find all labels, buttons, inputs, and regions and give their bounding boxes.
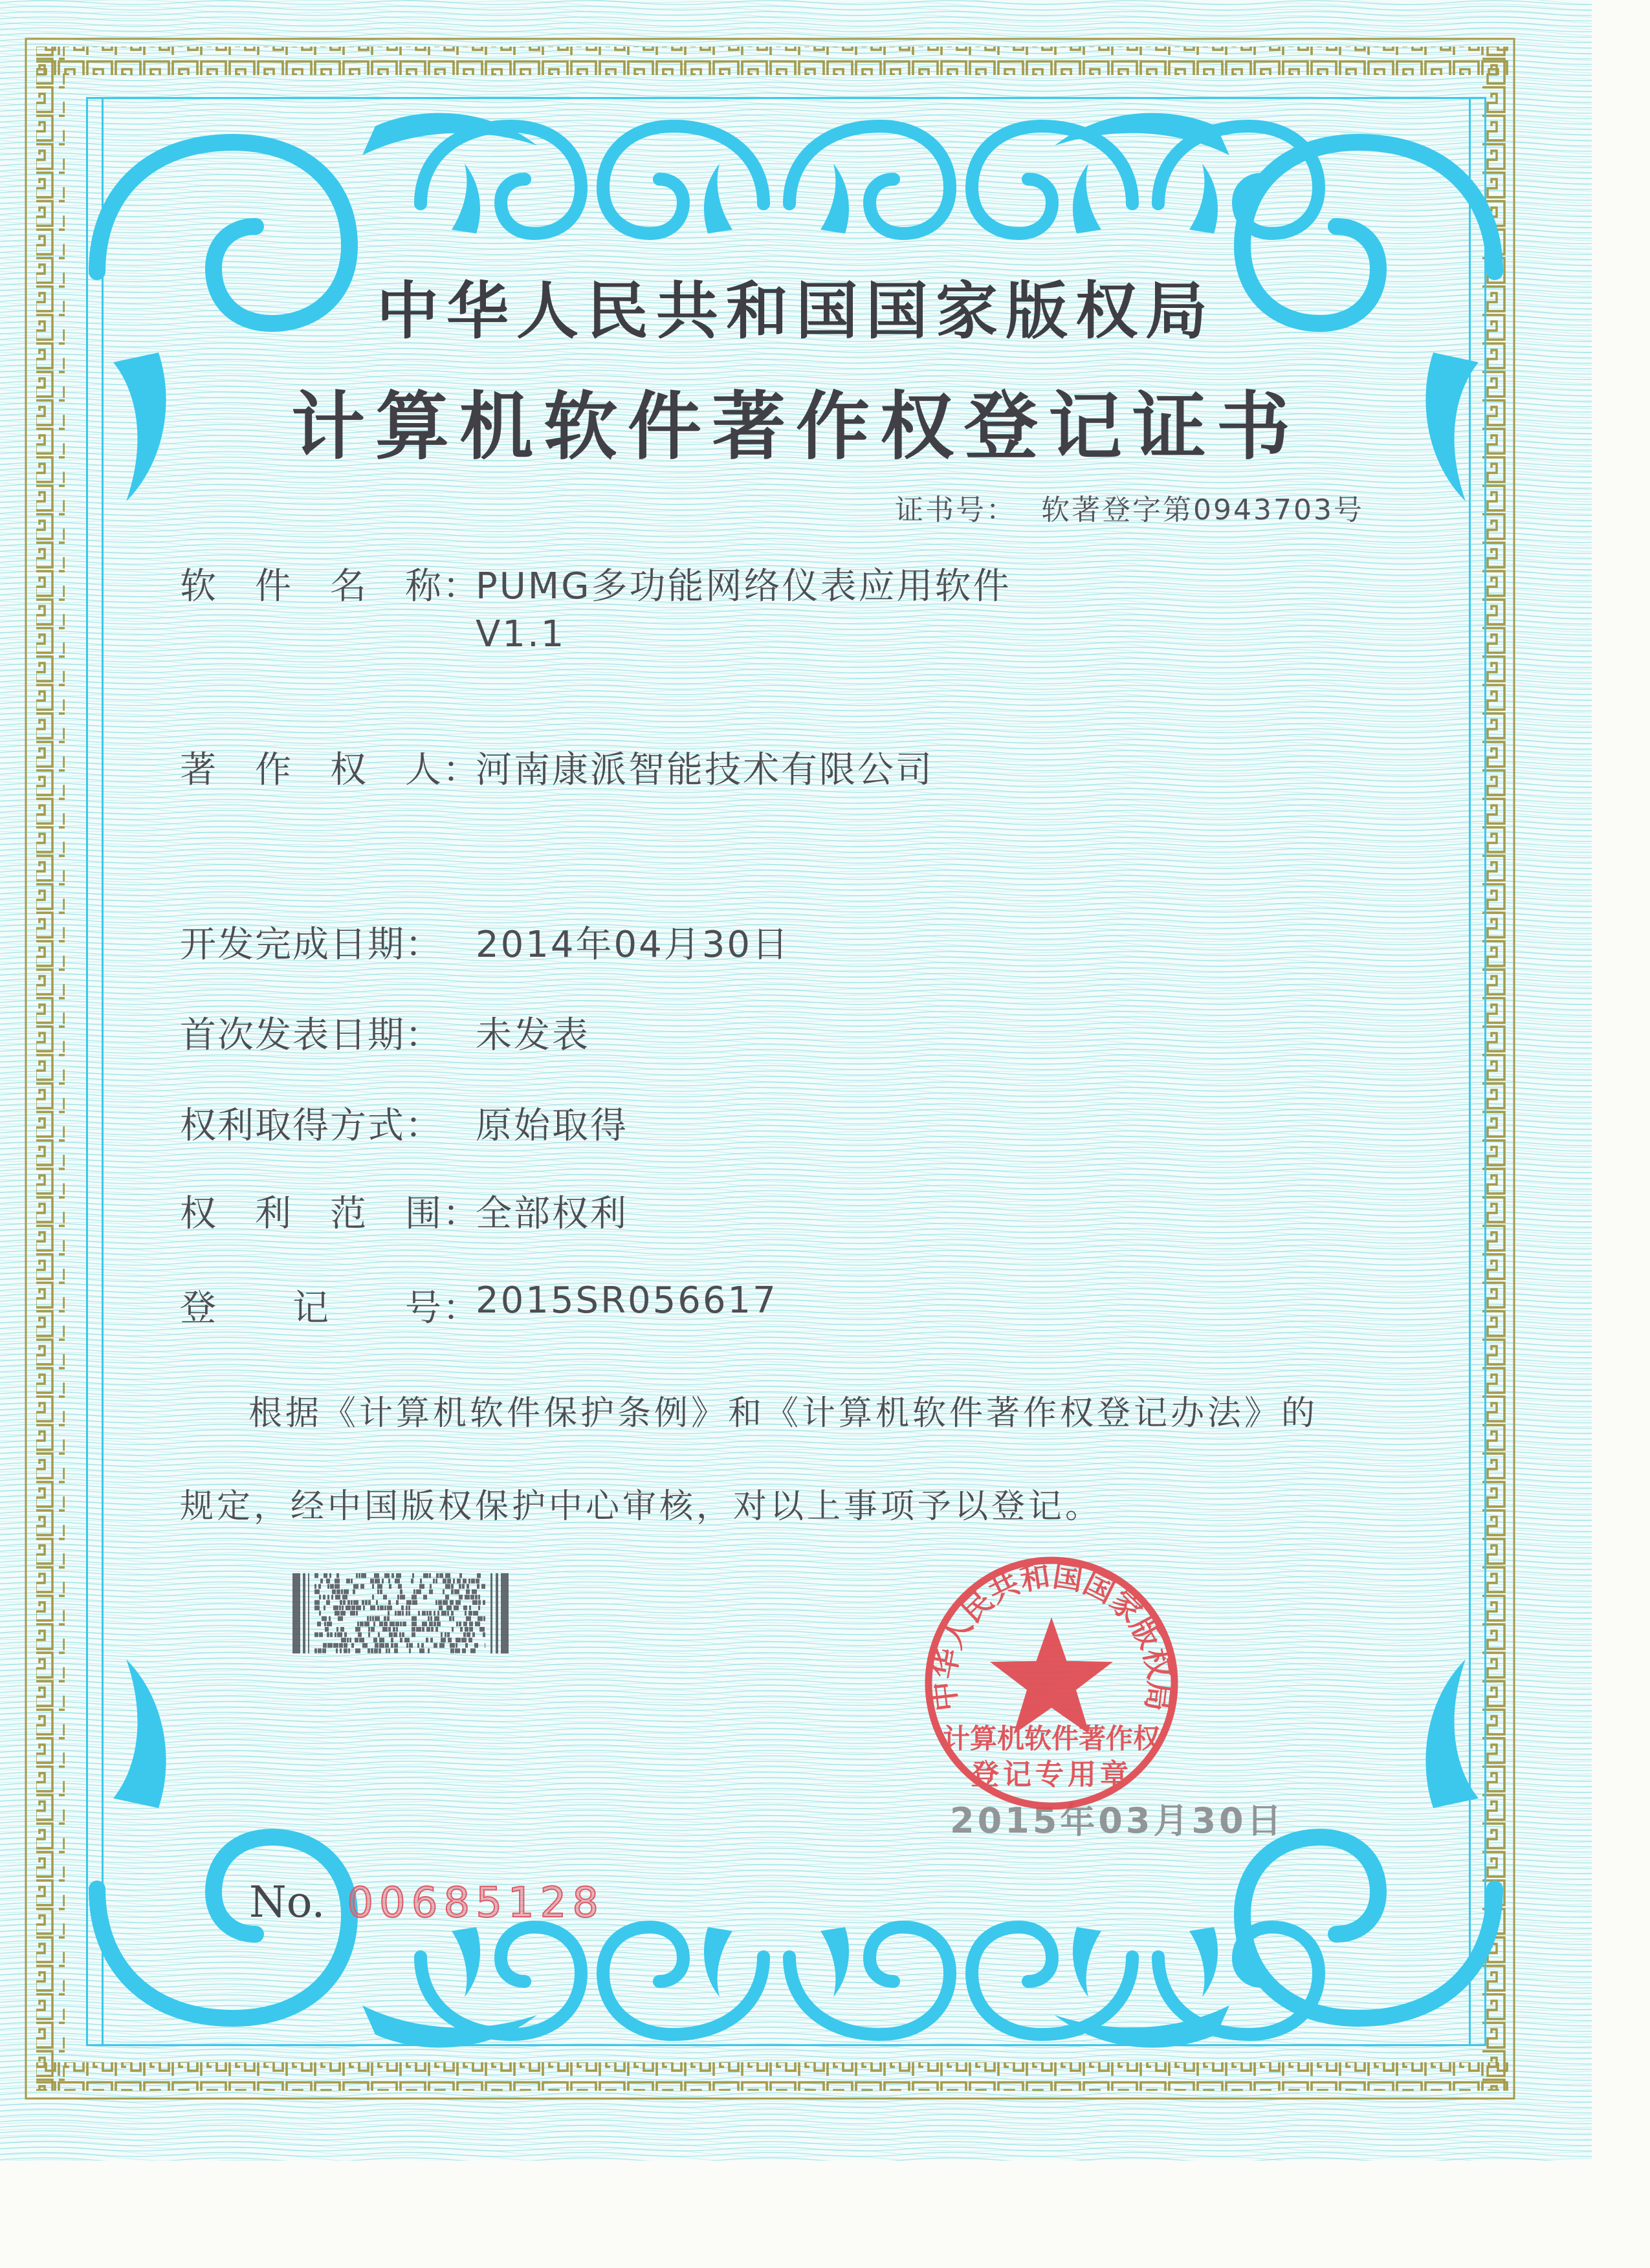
field-acquisition-method: [180, 1097, 1409, 1147]
serial-prefix: No.: [249, 1877, 325, 1927]
field-value: 河南康派智能技术有限公司: [476, 749, 934, 791]
field-label: 著 作 权 人：: [180, 749, 480, 791]
field-label: 开发完成日期：: [180, 924, 443, 966]
certificate-number-value: 软著登字第0943703号: [1041, 494, 1364, 527]
field-value: 2015SR056617: [476, 1280, 778, 1322]
serial-number: 00685128: [347, 1879, 605, 1927]
statement-line-1: 根据《计算机软件保护条例》和《计算机软件著作权登记办法》的: [248, 1394, 1319, 1433]
barcode: [292, 1573, 510, 1653]
seal-center-line1: 计算机软件著作权: [942, 1723, 1161, 1754]
seal-ring-text: 中华人民共和国国家版权局: [925, 1558, 1178, 1714]
certificate-title: 计算机软件著作权登记证书: [291, 383, 1301, 470]
field-label: 登 记 号：: [180, 1287, 480, 1329]
statement-line-2: 规定，经中国版权保护中心审核，对以上事项予以登记。: [180, 1487, 1103, 1526]
serial-number-line: [249, 1877, 604, 1927]
field-software-name: [180, 558, 1409, 607]
field-label: 软 件 名 称：: [180, 565, 480, 607]
field-value: PUMG多功能网络仪表应用软件: [476, 565, 1011, 607]
field-label: 首次发表日期：: [180, 1014, 443, 1056]
field-registration-number: [180, 1280, 1409, 1329]
field-copyright-owner: [180, 741, 1409, 791]
field-label: 权 利 范 围：: [180, 1193, 480, 1235]
field-first-publication: [180, 1007, 1409, 1056]
field-completion-date: [180, 916, 1409, 966]
field-value: 原始取得: [476, 1105, 628, 1147]
field-label: 权利取得方式：: [180, 1105, 443, 1147]
field-value: 全部权利: [476, 1193, 628, 1235]
certificate-number-label: 证书号：: [895, 494, 1017, 527]
seal-center-line2: 登记专用章: [971, 1758, 1132, 1791]
issuing-authority-title: 中华人民共和国国家版权局: [377, 274, 1215, 347]
seal-date: 2015年03月30日: [950, 1800, 1285, 1841]
field-value: 未发表: [476, 1014, 590, 1056]
star-icon: [990, 1617, 1113, 1734]
software-version: V1.1: [476, 613, 566, 655]
field-rights-scope: [180, 1185, 1409, 1235]
official-seal: [857, 1488, 1246, 1876]
certificate-number-line: [895, 486, 1364, 528]
field-value: 2014年04月30日: [476, 924, 791, 966]
